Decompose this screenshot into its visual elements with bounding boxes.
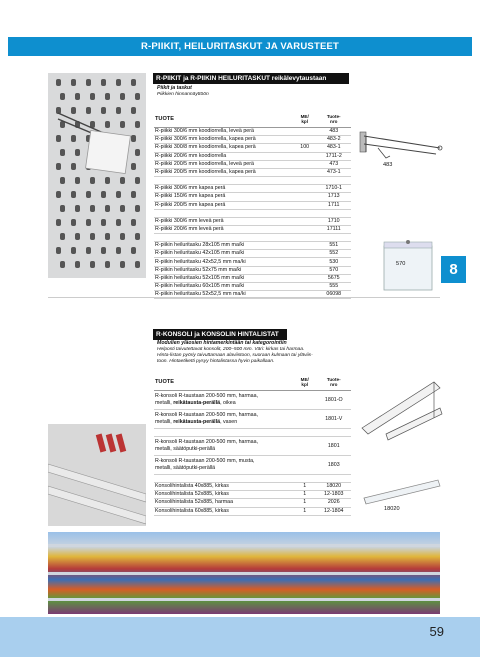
cell-unit (293, 258, 317, 266)
table-row (154, 160, 351, 168)
cell-unit (293, 168, 317, 176)
shelf-edge (48, 572, 440, 575)
cell-product: R-piikki 200/6 mm koodiorrella (154, 152, 293, 160)
section2-table (154, 374, 351, 516)
cell-code (317, 177, 352, 185)
footer-bar (0, 617, 480, 657)
cell-code: 12-1803 (317, 491, 351, 499)
cell-product: Konsolihintalista 60x885, kirkas (154, 507, 293, 515)
cell-code: 473-1 (317, 168, 352, 176)
product-text-bold: reikätausta-perällä (173, 400, 221, 406)
table-row (154, 283, 351, 291)
table-row (154, 201, 351, 209)
cell-code: 1801-O (317, 391, 351, 410)
table-row (154, 193, 351, 201)
table-row (154, 144, 351, 152)
cell-code: 1801-V (317, 410, 351, 429)
cell-product: Konsolihintalista 40x885, kirkas (154, 483, 293, 491)
shelf-edge (48, 544, 440, 547)
col-product-header: TUOTE (154, 111, 293, 128)
product-text-bold: reikätausta-perällä (173, 419, 221, 425)
table-row (154, 491, 351, 499)
console-shelf-drawing (48, 424, 146, 526)
table-row (154, 136, 351, 144)
cell-code: 1801 (317, 437, 351, 456)
console-bracket-illustration (356, 368, 446, 448)
section1-desc: Piikkien hinnannäyttöön (157, 92, 209, 97)
cell-code: 552 (317, 250, 352, 258)
cell-code: 1711 (317, 201, 352, 209)
pegboard-photo (48, 73, 146, 278)
table-row (154, 217, 351, 225)
table-row (154, 128, 351, 136)
hook-illustration (356, 118, 446, 178)
product-text: metalli, (155, 419, 174, 425)
cell-product (154, 475, 293, 483)
table-row (154, 391, 351, 410)
section2-title: R-KONSOLI ja KONSOLIN HINTALISTAT (153, 329, 287, 340)
product-line2 (155, 465, 292, 472)
cell-unit: 1 (293, 507, 317, 515)
cell-product: R-piikin heiluritasku 42x52,5 mm ma/ki (154, 258, 293, 266)
cell-unit (293, 266, 317, 274)
cell-product (154, 429, 293, 437)
product-line2 (155, 419, 292, 426)
cell-unit (293, 136, 317, 144)
col-unit-header: ME/ kpl (293, 374, 317, 391)
table-row (154, 258, 351, 266)
cell-code: 18020 (317, 483, 351, 491)
cell-unit: 1 (293, 499, 317, 507)
page-number: 59 (429, 624, 444, 639)
table-header (154, 111, 351, 128)
cell-product: R-piikki 200/5 mm kapea perä (154, 201, 293, 209)
cell-code: 5675 (317, 274, 352, 282)
product-text: metalli, (155, 400, 174, 406)
cell-unit (293, 391, 317, 410)
cell-unit (293, 475, 317, 483)
cell-product: R-piikin heiluritasku 42x105 mm ma/ki (154, 250, 293, 258)
cell-product: R-piikki 300/8 mm koodiorrella, kapea perä (154, 144, 293, 152)
cell-code: 551 (317, 242, 352, 250)
spacer-row (154, 475, 351, 483)
cell-code: 1803 (317, 456, 351, 475)
price-list-label: 18020 (384, 506, 400, 512)
cell-product (154, 410, 293, 429)
cell-code: 1711-2 (317, 152, 352, 160)
cell-code: 473 (317, 160, 352, 168)
cell-unit (293, 234, 317, 242)
cell-unit (293, 250, 317, 258)
cell-product (154, 391, 293, 410)
cell-unit (293, 429, 317, 437)
cell-unit: 1 (293, 483, 317, 491)
cell-unit: 100 (293, 144, 317, 152)
cell-code: 12-1804 (317, 507, 351, 515)
spacer-row (154, 234, 351, 242)
table-header (154, 374, 351, 391)
cell-code: 1713 (317, 193, 352, 201)
cell-product: R-piikki 200/6 mm leveä perä (154, 225, 293, 233)
cell-product (154, 437, 293, 456)
table-row (154, 507, 351, 515)
table-row (154, 225, 351, 233)
cell-code: 530 (317, 258, 352, 266)
product-text: metalli, säätöputki-perällä (155, 446, 216, 452)
cell-code (317, 234, 352, 242)
console-shelf-photo (48, 424, 146, 526)
product-text: , vasen (220, 419, 238, 425)
cell-product: R-piikki 300/6 mm kapea perä (154, 185, 293, 193)
cell-code: 1710 (317, 217, 352, 225)
shelf-edge (48, 598, 440, 601)
cell-unit (293, 274, 317, 282)
section-divider (48, 297, 440, 298)
price-pocket-illustration (380, 238, 436, 294)
cell-unit (293, 128, 317, 136)
product-line1: R-konsoli R-taustaan 200-500 mm, harmaa, (155, 439, 259, 445)
chapter-tab: 8 (441, 256, 466, 283)
page-title-bar (8, 37, 472, 56)
product-line1: R-konsoli R-taustaan 200-500 mm, harmaa, (155, 412, 259, 418)
cell-product: R-piikin heiluritasku 28x105 mm ma/ki (154, 242, 293, 250)
table-row (154, 185, 351, 193)
cell-product: Konsolihintalista 52x885, kirkas (154, 491, 293, 499)
cell-unit (293, 242, 317, 250)
cell-product: R-piikki 300/6 mm koodiorrella, kapea perä (154, 136, 293, 144)
col-code-header: Tuote- nro (317, 374, 351, 391)
cell-unit (293, 209, 317, 217)
cell-unit (293, 437, 317, 456)
cell-unit (293, 201, 317, 209)
cell-code: 06098 (317, 291, 352, 299)
cell-unit (293, 217, 317, 225)
col-unit-header: ME/ kpl (293, 111, 317, 128)
spacer-row (154, 177, 351, 185)
table-row (154, 499, 351, 507)
cell-code: 570 (317, 266, 352, 274)
col-product-header: TUOTE (154, 374, 293, 391)
cell-product: R-piikki 300/6 mm koodiorrella, leveä perä (154, 128, 293, 136)
cell-unit (293, 152, 317, 160)
spacer-row (154, 209, 351, 217)
cell-code: 483-2 (317, 136, 352, 144)
cell-product (154, 456, 293, 475)
table-row (154, 437, 351, 456)
cell-code: 483 (317, 128, 352, 136)
cell-product: R-piikin heiluritasku 52x52,5 mm ma/ki (154, 291, 293, 299)
cell-unit (293, 283, 317, 291)
page-title: R-PIIKIT, HEILURITASKUT JA VARUSTEET (140, 41, 340, 52)
cell-code (317, 209, 352, 217)
cell-code: 1710-1 (317, 185, 352, 193)
table-row (154, 242, 351, 250)
section1-subtitle: Piikit ja taskut (157, 85, 192, 91)
cell-product: R-piikki 300/6 mm leveä perä (154, 217, 293, 225)
hook-label: 483 (383, 162, 393, 168)
cell-code (317, 475, 351, 483)
pocket-label: 570 (396, 261, 406, 267)
table-row (154, 410, 351, 429)
spacer-row (154, 429, 351, 437)
table-row (154, 456, 351, 475)
cell-unit (293, 177, 317, 185)
section2-subtitle: Modulien yläosien hintamerkintään tai kategorointiin (157, 340, 287, 346)
cell-product (154, 177, 293, 185)
cell-code: 17111 (317, 225, 352, 233)
cell-product (154, 234, 293, 242)
product-line1: R-konsoli R-taustaan 200-500 mm, musta, (155, 458, 255, 464)
table-row (154, 250, 351, 258)
product-line1: R-konsoli R-taustaan 200-500 mm, harmaa, (155, 393, 259, 399)
product-text: , oikea (220, 400, 236, 406)
cell-unit (293, 225, 317, 233)
cell-product: R-piikki 150/6 mm kapea perä (154, 193, 293, 201)
section2-desc: Helposti taivutettavat konsolit, 200–500 mm. Väri: kirkas tai harmaa. Hinta-listan pyöriy taivuttamaan alaviistoon, suoraan kulmaan tai yläviis- toon. Hintaetiketti pysyy hintalistassa hyvin paikallaan. (157, 347, 313, 364)
product-line2 (155, 446, 292, 453)
table-row (154, 152, 351, 160)
store-shelf-photo (48, 532, 440, 614)
cell-unit (293, 410, 317, 429)
cell-product: R-piikin heiluritasku 60x105 mm ma/ki (154, 283, 293, 291)
cell-product: R-piikki 200/5 mm koodiorrella, leveä perä (154, 160, 293, 168)
cell-product: R-piikin heiluritasku 52x75 mm ma/ki (154, 266, 293, 274)
cell-product: R-piikin heiluritasku 52x105 mm ma/ki (154, 274, 293, 282)
cell-code (317, 429, 351, 437)
col-code-header: Tuote- nro (317, 111, 352, 128)
price-list-illustration (362, 474, 442, 510)
cell-unit (293, 185, 317, 193)
table-row (154, 274, 351, 282)
cell-unit: 1 (293, 491, 317, 499)
section1-table (154, 111, 351, 299)
cell-unit (293, 160, 317, 168)
table-row (154, 168, 351, 176)
cell-code: 555 (317, 283, 352, 291)
product-line2 (155, 400, 292, 407)
hook-with-pocket-drawing (48, 73, 146, 278)
cell-code: 2026 (317, 499, 351, 507)
cell-unit (293, 193, 317, 201)
cell-product: Konsolihintalista 52x885, harmaa (154, 499, 293, 507)
cell-product: R-piikki 200/5 mm koodiorrella, kapea perä (154, 168, 293, 176)
cell-unit (293, 456, 317, 475)
cell-product (154, 209, 293, 217)
section1-title: R-PIIKIT ja R-PIIKIN HEILURITASKUT reikälevytaustaan (153, 73, 349, 84)
table-row (154, 266, 351, 274)
table-row (154, 483, 351, 491)
cell-code: 483-1 (317, 144, 352, 152)
product-text: metalli, säätöputki-perällä (155, 465, 216, 471)
